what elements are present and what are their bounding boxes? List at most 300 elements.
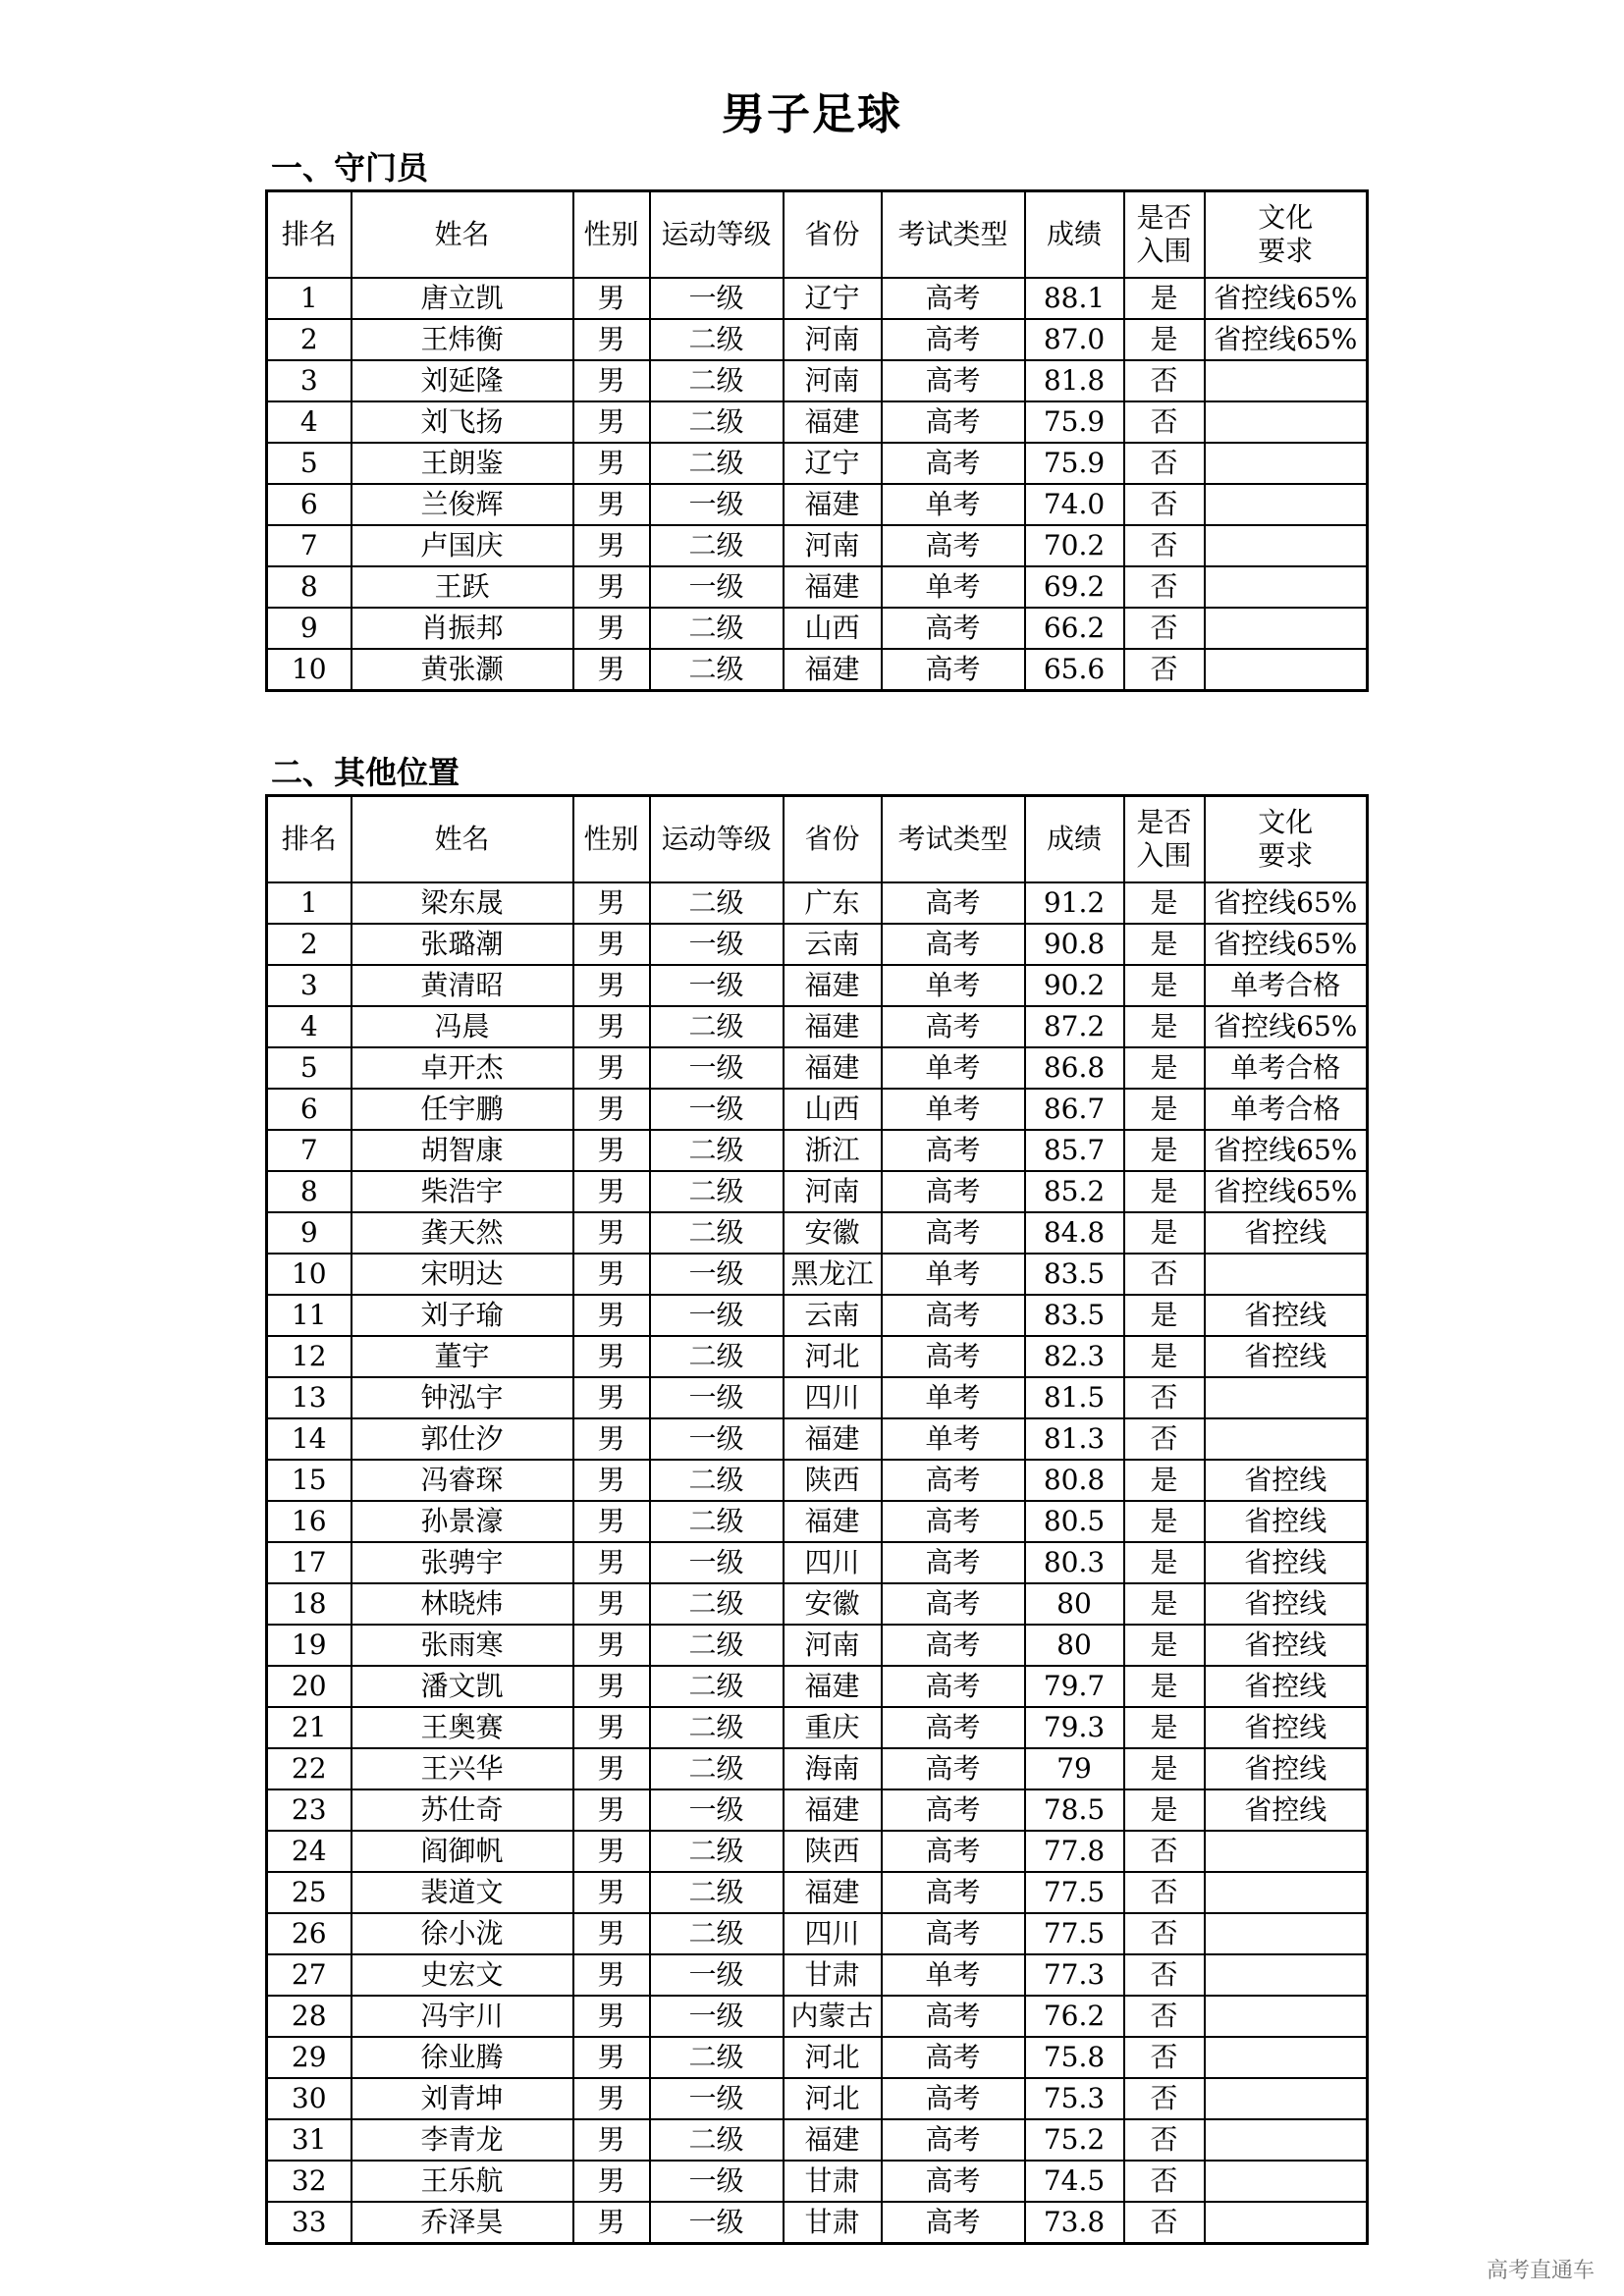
cell-name: 张骋宇 — [352, 1542, 573, 1583]
cell-exam-type: 高考 — [882, 1789, 1025, 1831]
cell-score: 80 — [1025, 1625, 1124, 1666]
cell-culture-requirement — [1205, 1418, 1368, 1460]
cell-exam-type: 高考 — [882, 1171, 1025, 1212]
cell-province: 浙江 — [784, 1130, 882, 1171]
cell-sport-level: 二级 — [650, 360, 784, 401]
cell-province: 河南 — [784, 1625, 882, 1666]
cell-name: 钟泓宇 — [352, 1377, 573, 1418]
table-row — [267, 443, 1368, 484]
cell-culture-requirement — [1205, 2161, 1368, 2202]
cell-culture-requirement — [1205, 2078, 1368, 2119]
cell-culture-requirement — [1205, 1954, 1368, 1996]
table-row — [267, 2202, 1368, 2244]
cell-score: 76.2 — [1025, 1996, 1124, 2037]
cell-score: 70.2 — [1025, 525, 1124, 566]
cell-shortlisted: 是 — [1124, 1666, 1205, 1707]
cell-exam-type: 高考 — [882, 1130, 1025, 1171]
cell-shortlisted: 是 — [1124, 1583, 1205, 1625]
table-row — [267, 1212, 1368, 1254]
cell-rank: 6 — [267, 1089, 352, 1130]
cell-name: 董宇 — [352, 1336, 573, 1377]
cell-rank: 26 — [267, 1913, 352, 1954]
cell-exam-type: 高考 — [882, 1625, 1025, 1666]
cell-province: 辽宁 — [784, 443, 882, 484]
table-row — [267, 1954, 1368, 1996]
cell-gender: 男 — [573, 965, 650, 1006]
table-row — [267, 1171, 1368, 1212]
cell-gender: 男 — [573, 1089, 650, 1130]
cell-rank: 31 — [267, 2119, 352, 2161]
cell-exam-type: 高考 — [882, 1501, 1025, 1542]
cell-province: 黑龙江 — [784, 1254, 882, 1295]
cell-gender: 男 — [573, 1295, 650, 1336]
cell-rank: 18 — [267, 1583, 352, 1625]
cell-sport-level: 一级 — [650, 2202, 784, 2244]
cell-gender: 男 — [573, 1954, 650, 1996]
cell-gender: 男 — [573, 525, 650, 566]
cell-exam-type: 单考 — [882, 1047, 1025, 1089]
table-row — [267, 924, 1368, 965]
cell-gender: 男 — [573, 566, 650, 608]
cell-exam-type: 高考 — [882, 1707, 1025, 1748]
cell-exam-type: 高考 — [882, 278, 1025, 319]
cell-sport-level: 二级 — [650, 1913, 784, 1954]
header-exam-type: 考试类型 — [882, 796, 1025, 883]
cell-shortlisted: 是 — [1124, 1789, 1205, 1831]
table-row — [267, 1625, 1368, 1666]
other-positions-table — [265, 794, 1369, 2245]
cell-culture-requirement — [1205, 1831, 1368, 1872]
cell-rank: 25 — [267, 1872, 352, 1913]
cell-province: 福建 — [784, 1666, 882, 1707]
cell-gender: 男 — [573, 1254, 650, 1295]
cell-gender: 男 — [573, 278, 650, 319]
cell-gender: 男 — [573, 1996, 650, 2037]
table-row — [267, 1089, 1368, 1130]
cell-rank: 2 — [267, 924, 352, 965]
cell-gender: 男 — [573, 1418, 650, 1460]
cell-rank: 24 — [267, 1831, 352, 1872]
cell-rank: 29 — [267, 2037, 352, 2078]
cell-province: 福建 — [784, 1789, 882, 1831]
table-row — [267, 1047, 1368, 1089]
cell-name: 刘飞扬 — [352, 401, 573, 443]
table-row — [267, 1748, 1368, 1789]
cell-score: 77.8 — [1025, 1831, 1124, 1872]
cell-score: 75.8 — [1025, 2037, 1124, 2078]
cell-sport-level: 二级 — [650, 649, 784, 691]
cell-gender: 男 — [573, 1707, 650, 1748]
cell-exam-type: 单考 — [882, 566, 1025, 608]
cell-gender: 男 — [573, 1831, 650, 1872]
cell-exam-type: 单考 — [882, 1954, 1025, 1996]
cell-culture-requirement: 省控线 — [1205, 1583, 1368, 1625]
cell-province: 山西 — [784, 608, 882, 649]
table-row — [267, 1418, 1368, 1460]
cell-exam-type: 单考 — [882, 1254, 1025, 1295]
cell-exam-type: 高考 — [882, 1336, 1025, 1377]
cell-sport-level: 二级 — [650, 1707, 784, 1748]
table-row — [267, 2078, 1368, 2119]
cell-gender: 男 — [573, 360, 650, 401]
cell-culture-requirement — [1205, 2119, 1368, 2161]
cell-gender: 男 — [573, 2078, 650, 2119]
cell-gender: 男 — [573, 1789, 650, 1831]
cell-province: 重庆 — [784, 1707, 882, 1748]
cell-gender: 男 — [573, 2119, 650, 2161]
cell-score: 74.5 — [1025, 2161, 1124, 2202]
cell-shortlisted: 否 — [1124, 1831, 1205, 1872]
cell-name: 柴浩宇 — [352, 1171, 573, 1212]
cell-score: 90.8 — [1025, 924, 1124, 965]
cell-sport-level: 一级 — [650, 924, 784, 965]
cell-exam-type: 高考 — [882, 649, 1025, 691]
cell-gender: 男 — [573, 1542, 650, 1583]
cell-name: 胡智康 — [352, 1130, 573, 1171]
cell-shortlisted: 否 — [1124, 566, 1205, 608]
cell-sport-level: 一级 — [650, 1254, 784, 1295]
cell-rank: 23 — [267, 1789, 352, 1831]
cell-score: 79 — [1025, 1748, 1124, 1789]
cell-sport-level: 二级 — [650, 2037, 784, 2078]
cell-score: 69.2 — [1025, 566, 1124, 608]
cell-culture-requirement: 省控线 — [1205, 1789, 1368, 1831]
cell-gender: 男 — [573, 1625, 650, 1666]
cell-gender: 男 — [573, 649, 650, 691]
table-row — [267, 1295, 1368, 1336]
table-row — [267, 1831, 1368, 1872]
cell-score: 65.6 — [1025, 649, 1124, 691]
cell-sport-level: 一级 — [650, 1996, 784, 2037]
cell-province: 河南 — [784, 525, 882, 566]
cell-name: 史宏文 — [352, 1954, 573, 1996]
cell-name: 卢国庆 — [352, 525, 573, 566]
cell-rank: 13 — [267, 1377, 352, 1418]
table-row — [267, 1501, 1368, 1542]
cell-rank: 1 — [267, 278, 352, 319]
cell-sport-level: 二级 — [650, 1006, 784, 1047]
section-heading-other-positions: 二、其他位置 — [271, 754, 460, 791]
cell-gender: 男 — [573, 1130, 650, 1171]
cell-score: 77.5 — [1025, 1913, 1124, 1954]
cell-province: 内蒙古 — [784, 1996, 882, 2037]
table-row — [267, 2037, 1368, 2078]
header-province: 省份 — [784, 191, 882, 279]
cell-rank: 14 — [267, 1418, 352, 1460]
cell-score: 87.0 — [1025, 319, 1124, 360]
cell-rank: 3 — [267, 965, 352, 1006]
cell-exam-type: 高考 — [882, 2161, 1025, 2202]
cell-name: 王跃 — [352, 566, 573, 608]
header-exam-type: 考试类型 — [882, 191, 1025, 279]
table-row — [267, 965, 1368, 1006]
cell-name: 冯宇川 — [352, 1996, 573, 2037]
cell-province: 福建 — [784, 484, 882, 525]
cell-name: 梁东晟 — [352, 882, 573, 924]
cell-gender: 男 — [573, 2161, 650, 2202]
cell-exam-type: 高考 — [882, 1872, 1025, 1913]
cell-province: 福建 — [784, 2119, 882, 2161]
cell-name: 裴道文 — [352, 1872, 573, 1913]
table-row — [267, 1006, 1368, 1047]
cell-sport-level: 二级 — [650, 319, 784, 360]
cell-name: 孙景濠 — [352, 1501, 573, 1542]
page-title: 男子足球 — [722, 89, 902, 139]
cell-culture-requirement: 省控线 — [1205, 1666, 1368, 1707]
cell-score: 85.7 — [1025, 1130, 1124, 1171]
cell-shortlisted: 是 — [1124, 319, 1205, 360]
cell-exam-type: 高考 — [882, 2037, 1025, 2078]
header-rank: 排名 — [267, 796, 352, 883]
cell-culture-requirement: 省控线65% — [1205, 319, 1368, 360]
cell-culture-requirement: 省控线 — [1205, 1501, 1368, 1542]
cell-name: 黄清昭 — [352, 965, 573, 1006]
cell-gender: 男 — [573, 2037, 650, 2078]
cell-gender: 男 — [573, 401, 650, 443]
cell-sport-level: 一级 — [650, 1295, 784, 1336]
cell-score: 81.8 — [1025, 360, 1124, 401]
cell-gender: 男 — [573, 1583, 650, 1625]
table-row — [267, 1130, 1368, 1171]
cell-sport-level: 二级 — [650, 1130, 784, 1171]
cell-exam-type: 高考 — [882, 1295, 1025, 1336]
cell-exam-type: 高考 — [882, 1460, 1025, 1501]
cell-shortlisted: 是 — [1124, 1542, 1205, 1583]
cell-province: 海南 — [784, 1748, 882, 1789]
cell-exam-type: 高考 — [882, 1212, 1025, 1254]
cell-shortlisted: 是 — [1124, 1006, 1205, 1047]
cell-score: 80.8 — [1025, 1460, 1124, 1501]
cell-province: 河南 — [784, 360, 882, 401]
cell-sport-level: 二级 — [650, 608, 784, 649]
cell-shortlisted: 否 — [1124, 1377, 1205, 1418]
cell-rank: 4 — [267, 401, 352, 443]
cell-shortlisted: 否 — [1124, 525, 1205, 566]
cell-sport-level: 一级 — [650, 278, 784, 319]
cell-score: 80 — [1025, 1583, 1124, 1625]
cell-culture-requirement — [1205, 1913, 1368, 1954]
cell-culture-requirement: 省控线65% — [1205, 1006, 1368, 1047]
cell-province: 河北 — [784, 1336, 882, 1377]
cell-score: 83.5 — [1025, 1254, 1124, 1295]
cell-rank: 9 — [267, 608, 352, 649]
cell-province: 福建 — [784, 1047, 882, 1089]
cell-exam-type: 高考 — [882, 1666, 1025, 1707]
cell-exam-type: 高考 — [882, 1996, 1025, 2037]
table-row — [267, 1460, 1368, 1501]
cell-culture-requirement — [1205, 608, 1368, 649]
cell-gender: 男 — [573, 1377, 650, 1418]
cell-rank: 7 — [267, 525, 352, 566]
header-gender: 性别 — [573, 796, 650, 883]
cell-rank: 11 — [267, 1295, 352, 1336]
table-row — [267, 1872, 1368, 1913]
cell-sport-level: 二级 — [650, 2119, 784, 2161]
cell-gender: 男 — [573, 1501, 650, 1542]
cell-province: 河北 — [784, 2037, 882, 2078]
cell-score: 77.3 — [1025, 1954, 1124, 1996]
cell-exam-type: 高考 — [882, 2119, 1025, 2161]
cell-exam-type: 高考 — [882, 924, 1025, 965]
cell-name: 冯睿琛 — [352, 1460, 573, 1501]
cell-shortlisted: 是 — [1124, 278, 1205, 319]
cell-gender: 男 — [573, 924, 650, 965]
cell-exam-type: 高考 — [882, 1006, 1025, 1047]
cell-sport-level: 一级 — [650, 484, 784, 525]
cell-name: 王乐航 — [352, 2161, 573, 2202]
watermark-text: 高考直通车 — [1486, 2259, 1595, 2283]
cell-sport-level: 一级 — [650, 1377, 784, 1418]
cell-name: 宋明达 — [352, 1254, 573, 1295]
cell-name: 王炜衡 — [352, 319, 573, 360]
header-score: 成绩 — [1025, 796, 1124, 883]
cell-province: 河南 — [784, 319, 882, 360]
table-row — [267, 1377, 1368, 1418]
cell-gender: 男 — [573, 1212, 650, 1254]
cell-province: 广东 — [784, 882, 882, 924]
cell-sport-level: 二级 — [650, 1460, 784, 1501]
cell-name: 王朗鉴 — [352, 443, 573, 484]
table-row — [267, 1336, 1368, 1377]
cell-province: 福建 — [784, 965, 882, 1006]
cell-gender: 男 — [573, 319, 650, 360]
cell-rank: 2 — [267, 319, 352, 360]
cell-rank: 10 — [267, 649, 352, 691]
cell-name: 郭仕汐 — [352, 1418, 573, 1460]
cell-rank: 30 — [267, 2078, 352, 2119]
cell-exam-type: 高考 — [882, 1583, 1025, 1625]
table-row — [267, 360, 1368, 401]
cell-name: 黄张灏 — [352, 649, 573, 691]
cell-province: 福建 — [784, 1501, 882, 1542]
cell-exam-type: 高考 — [882, 360, 1025, 401]
cell-score: 90.2 — [1025, 965, 1124, 1006]
cell-shortlisted: 是 — [1124, 1295, 1205, 1336]
cell-culture-requirement — [1205, 484, 1368, 525]
table-row — [267, 1996, 1368, 2037]
cell-name: 刘青坤 — [352, 2078, 573, 2119]
cell-rank: 21 — [267, 1707, 352, 1748]
cell-score: 80.5 — [1025, 1501, 1124, 1542]
cell-exam-type: 高考 — [882, 525, 1025, 566]
cell-rank: 6 — [267, 484, 352, 525]
cell-name: 潘文凯 — [352, 1666, 573, 1707]
cell-province: 福建 — [784, 1418, 882, 1460]
cell-shortlisted: 是 — [1124, 1625, 1205, 1666]
cell-province: 辽宁 — [784, 278, 882, 319]
cell-score: 66.2 — [1025, 608, 1124, 649]
cell-culture-requirement — [1205, 1996, 1368, 2037]
table-row — [267, 1789, 1368, 1831]
cell-shortlisted: 是 — [1124, 1748, 1205, 1789]
cell-shortlisted: 否 — [1124, 2119, 1205, 2161]
cell-shortlisted: 是 — [1124, 1130, 1205, 1171]
cell-province: 福建 — [784, 566, 882, 608]
cell-exam-type: 单考 — [882, 1089, 1025, 1130]
cell-shortlisted: 是 — [1124, 1501, 1205, 1542]
header-name: 姓名 — [352, 191, 573, 279]
cell-gender: 男 — [573, 1748, 650, 1789]
cell-rank: 15 — [267, 1460, 352, 1501]
cell-province: 四川 — [784, 1542, 882, 1583]
cell-exam-type: 高考 — [882, 401, 1025, 443]
cell-gender: 男 — [573, 1913, 650, 1954]
header-shortlisted: 是否 入围 — [1124, 191, 1205, 279]
cell-sport-level: 二级 — [650, 401, 784, 443]
cell-rank: 8 — [267, 566, 352, 608]
cell-shortlisted: 是 — [1124, 1460, 1205, 1501]
header-sport-level: 运动等级 — [650, 796, 784, 883]
cell-gender: 男 — [573, 484, 650, 525]
cell-culture-requirement: 省控线65% — [1205, 882, 1368, 924]
cell-sport-level: 一级 — [650, 1954, 784, 1996]
cell-name: 肖振邦 — [352, 608, 573, 649]
cell-culture-requirement — [1205, 360, 1368, 401]
cell-score: 86.7 — [1025, 1089, 1124, 1130]
cell-province: 山西 — [784, 1089, 882, 1130]
cell-score: 75.2 — [1025, 2119, 1124, 2161]
table-row — [267, 1254, 1368, 1295]
cell-rank: 19 — [267, 1625, 352, 1666]
cell-sport-level: 一级 — [650, 566, 784, 608]
cell-gender: 男 — [573, 443, 650, 484]
cell-score: 91.2 — [1025, 882, 1124, 924]
cell-gender: 男 — [573, 1336, 650, 1377]
cell-culture-requirement: 省控线 — [1205, 1295, 1368, 1336]
cell-exam-type: 单考 — [882, 1418, 1025, 1460]
cell-name: 乔泽昊 — [352, 2202, 573, 2244]
cell-culture-requirement — [1205, 525, 1368, 566]
cell-culture-requirement — [1205, 401, 1368, 443]
table-row — [267, 278, 1368, 319]
cell-sport-level: 一级 — [650, 2078, 784, 2119]
cell-score: 79.7 — [1025, 1666, 1124, 1707]
cell-culture-requirement — [1205, 2202, 1368, 2244]
cell-score: 88.1 — [1025, 278, 1124, 319]
cell-sport-level: 一级 — [650, 965, 784, 1006]
cell-shortlisted: 否 — [1124, 1418, 1205, 1460]
cell-rank: 27 — [267, 1954, 352, 1996]
cell-rank: 22 — [267, 1748, 352, 1789]
table-header-row — [267, 796, 1368, 883]
table-row — [267, 319, 1368, 360]
cell-culture-requirement — [1205, 566, 1368, 608]
cell-province: 云南 — [784, 1295, 882, 1336]
cell-exam-type: 单考 — [882, 1377, 1025, 1418]
cell-name: 刘延隆 — [352, 360, 573, 401]
cell-name: 唐立凯 — [352, 278, 573, 319]
cell-score: 82.3 — [1025, 1336, 1124, 1377]
cell-name: 徐小泷 — [352, 1913, 573, 1954]
cell-gender: 男 — [573, 1047, 650, 1089]
cell-name: 苏仕奇 — [352, 1789, 573, 1831]
cell-gender: 男 — [573, 1171, 650, 1212]
table-row — [267, 1666, 1368, 1707]
cell-exam-type: 高考 — [882, 882, 1025, 924]
cell-province: 四川 — [784, 1913, 882, 1954]
cell-culture-requirement: 省控线65% — [1205, 1130, 1368, 1171]
cell-name: 兰俊辉 — [352, 484, 573, 525]
cell-province: 河南 — [784, 1171, 882, 1212]
cell-exam-type: 高考 — [882, 608, 1025, 649]
cell-culture-requirement — [1205, 649, 1368, 691]
header-gender: 性别 — [573, 191, 650, 279]
cell-exam-type: 高考 — [882, 319, 1025, 360]
cell-shortlisted: 否 — [1124, 2161, 1205, 2202]
cell-sport-level: 一级 — [650, 1418, 784, 1460]
cell-name: 龚天然 — [352, 1212, 573, 1254]
cell-rank: 9 — [267, 1212, 352, 1254]
